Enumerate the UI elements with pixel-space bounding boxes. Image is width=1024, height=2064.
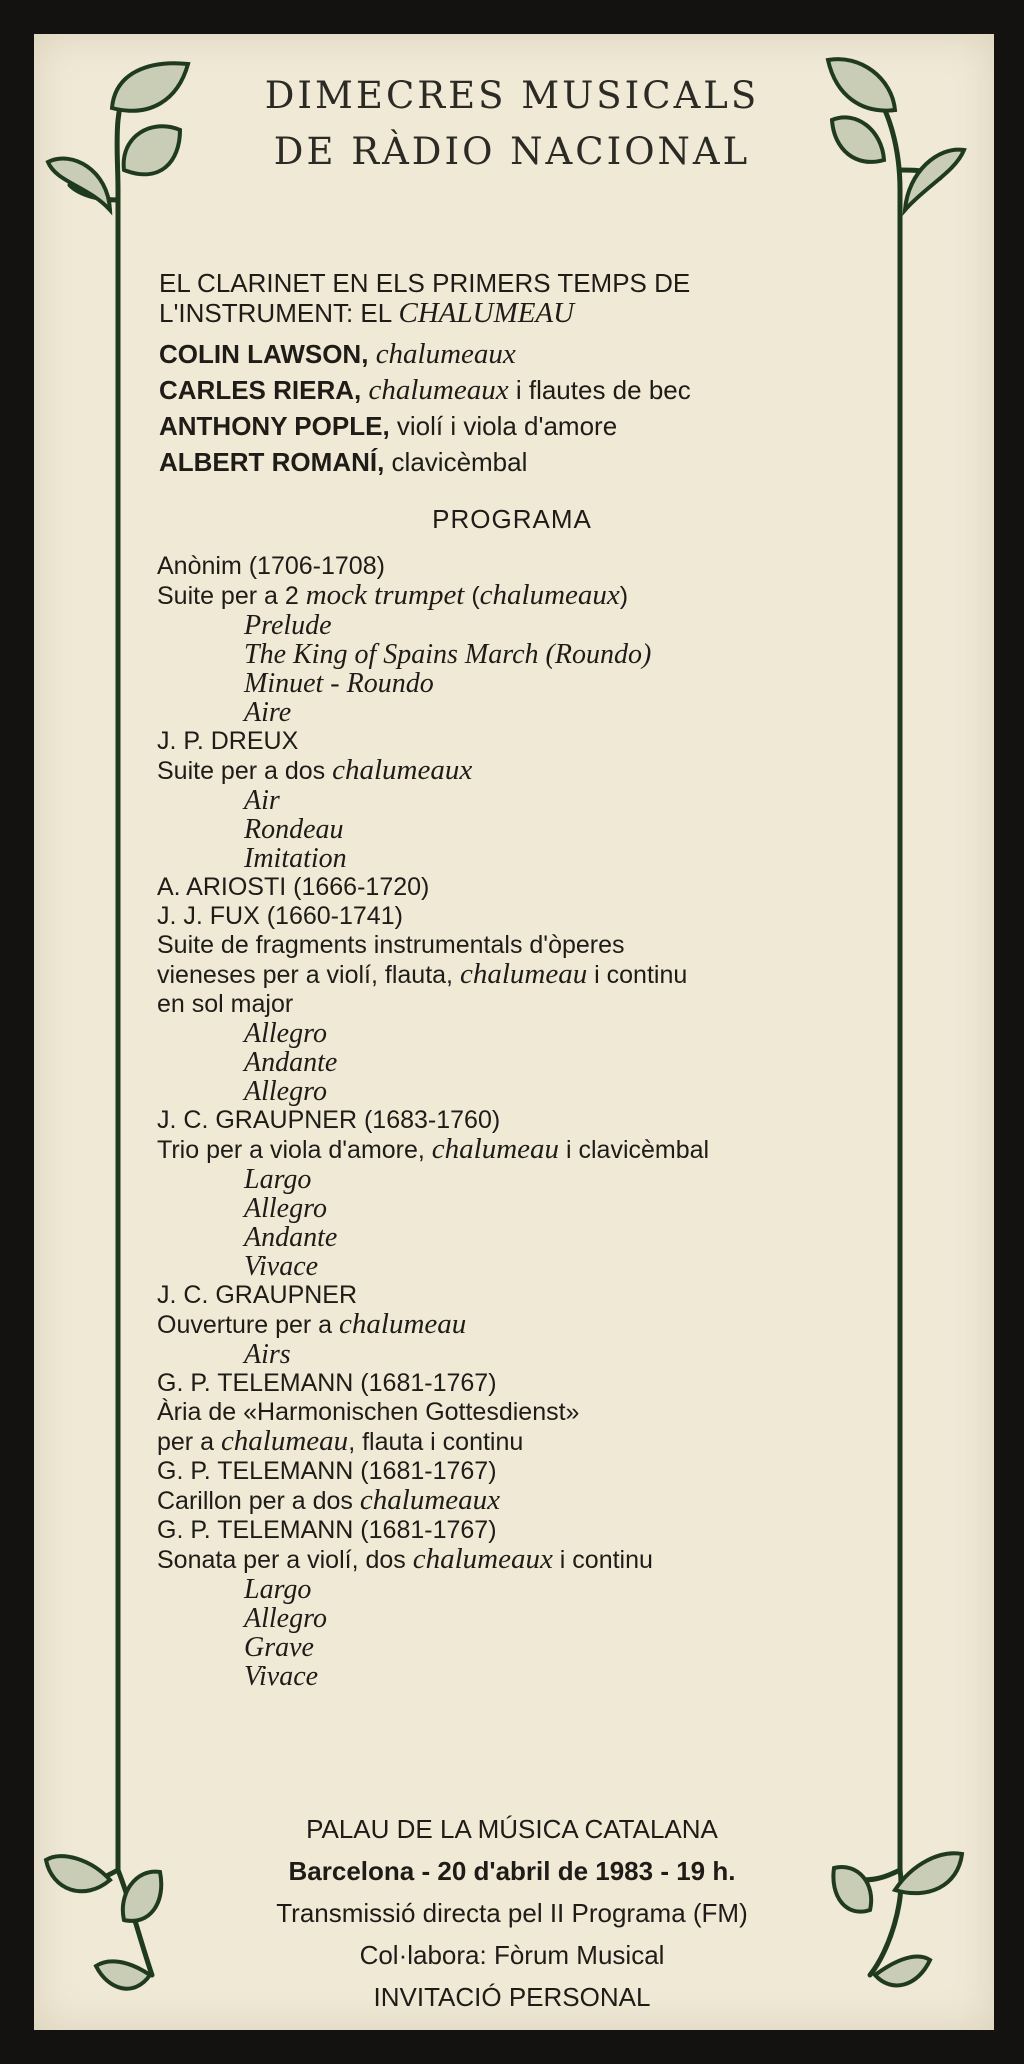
program-composer: G. P. TELEMANN (1681-1767) bbox=[157, 1369, 497, 1397]
work-text: Sonata per a violí, dos bbox=[157, 1546, 413, 1574]
collaboration-note: Col·labora: Fòrum Musical bbox=[359, 1940, 665, 1970]
performer-instrument-rest: violí i viola d'amore bbox=[389, 411, 618, 441]
program-work bbox=[157, 1135, 887, 1165]
program-movement: The King of Spains March (Roundo) bbox=[244, 639, 652, 670]
work-text: en sol major bbox=[157, 990, 294, 1018]
work-italic-text: chalumeaux bbox=[332, 754, 473, 786]
performer-instrument-rest: clavicèmbal bbox=[384, 447, 528, 477]
work-text: per a bbox=[157, 1428, 221, 1456]
performer-line bbox=[159, 336, 879, 372]
work-text: Trio per a viola d'amore, bbox=[157, 1136, 432, 1164]
work-text: ( bbox=[464, 582, 480, 610]
program-movement: Largo bbox=[244, 1164, 312, 1195]
event-footer bbox=[0, 1808, 1024, 2018]
series-title-line1: DIMECRES MUSICALS bbox=[264, 74, 760, 117]
work-text: i continu bbox=[587, 961, 688, 989]
program-movement: Largo bbox=[244, 1574, 312, 1605]
work-italic-text: chalumeau bbox=[339, 1308, 467, 1340]
invitation-note: INVITACIÓ PERSONAL bbox=[373, 1982, 651, 2012]
work-italic-text: chalumeau bbox=[459, 958, 588, 990]
program-movement: Vivace bbox=[244, 1661, 319, 1692]
performer-line bbox=[159, 444, 879, 480]
event-date: Barcelona - 20 d'abril de 1983 - 19 h. bbox=[288, 1856, 736, 1886]
program-movement: Andante bbox=[244, 1222, 338, 1253]
performer-instrument-rest: i flautes de bec bbox=[508, 375, 691, 405]
program-movement: Allegro bbox=[244, 1603, 327, 1634]
performer-line bbox=[159, 408, 879, 444]
program-work bbox=[157, 960, 887, 990]
program-movement: Grave bbox=[244, 1632, 314, 1663]
performer-name: COLIN LAWSON, bbox=[159, 339, 369, 369]
work-italic-text: chalumeau bbox=[220, 1425, 349, 1457]
performer-name: ANTHONY POPLE, bbox=[159, 411, 390, 441]
performers-list bbox=[159, 336, 879, 480]
performer-name: ALBERT ROMANÍ, bbox=[159, 447, 385, 477]
program-movement: Aire bbox=[244, 697, 292, 728]
concert-subtitle-line2 bbox=[159, 298, 879, 328]
performer-instrument: chalumeaux bbox=[368, 338, 516, 370]
program-movement: Prelude bbox=[244, 610, 332, 641]
work-text: ) bbox=[619, 582, 629, 610]
work-text: Suite per a 2 bbox=[157, 582, 306, 610]
program-movement: Vivace bbox=[244, 1251, 319, 1282]
program-composer: J. C. GRAUPNER bbox=[157, 1281, 358, 1309]
work-text: Carillon per a dos bbox=[157, 1487, 360, 1515]
program-work bbox=[157, 931, 887, 960]
program-movement: Imitation bbox=[244, 843, 347, 874]
work-italic-text: chalumeaux bbox=[412, 1543, 553, 1575]
concert-subtitle-prefix: L'INSTRUMENT: EL bbox=[159, 298, 399, 328]
program-work bbox=[157, 581, 887, 611]
broadcast-note: Transmissió directa pel II Programa (FM) bbox=[276, 1898, 748, 1928]
work-italic-text: chalumeaux bbox=[479, 579, 620, 611]
work-text: i clavicèmbal bbox=[559, 1136, 710, 1164]
program-heading: PROGRAMA bbox=[432, 504, 592, 534]
program-composer: J. C. GRAUPNER (1683-1760) bbox=[157, 1106, 501, 1134]
program-composer: A. ARIOSTI (1666-1720) bbox=[157, 873, 430, 901]
work-text: Suite de fragments instrumentals d'òperes bbox=[157, 931, 625, 959]
program-work bbox=[157, 1486, 887, 1516]
performer-line bbox=[159, 372, 879, 408]
program-list bbox=[157, 552, 887, 1691]
program-work bbox=[157, 1427, 887, 1457]
work-text: i continu bbox=[552, 1546, 653, 1574]
program-movement: Andante bbox=[244, 1047, 338, 1078]
work-text: vieneses per a violí, flauta, bbox=[157, 961, 460, 989]
work-text: Ària de «Harmonischen Gottesdienst» bbox=[157, 1398, 580, 1426]
performer-instrument: chalumeaux bbox=[361, 374, 509, 406]
work-italic-text: chalumeaux bbox=[359, 1484, 501, 1516]
program-work bbox=[157, 1398, 887, 1427]
program-composer: Anònim (1706-1708) bbox=[157, 552, 385, 580]
program-composer: J. P. DREUX bbox=[157, 727, 299, 755]
program-movement: Airs bbox=[244, 1339, 291, 1370]
work-text: , flauta i continu bbox=[348, 1428, 524, 1456]
venue: PALAU DE LA MÚSICA CATALANA bbox=[306, 1814, 718, 1844]
program-composer: G. P. TELEMANN (1681-1767) bbox=[157, 1516, 497, 1544]
program-movement: Air bbox=[244, 785, 280, 816]
program-composer: J. J. FUX (1660-1741) bbox=[157, 902, 403, 930]
series-title-line2: DE RÀDIO NACIONAL bbox=[273, 130, 751, 173]
program-movement: Allegro bbox=[244, 1018, 327, 1049]
concert-intro bbox=[159, 268, 879, 480]
program-movement: Rondeau bbox=[244, 814, 344, 845]
program-work bbox=[157, 1545, 887, 1575]
work-italic-text: chalumeau bbox=[431, 1133, 560, 1165]
concert-subtitle-line1: EL CLARINET EN ELS PRIMERS TEMPS DE bbox=[159, 268, 691, 298]
work-italic-text: mock trumpet bbox=[305, 579, 465, 611]
program-composer: G. P. TELEMANN (1681-1767) bbox=[157, 1457, 497, 1485]
concert-subtitle-italic: CHALUMEAU bbox=[398, 297, 575, 329]
performer-name: CARLES RIERA, bbox=[159, 375, 362, 405]
program-work bbox=[157, 756, 887, 786]
program-work bbox=[157, 1310, 887, 1340]
program-work bbox=[157, 990, 887, 1019]
work-text: Ouverture per a bbox=[157, 1311, 340, 1339]
program-movement: Allegro bbox=[244, 1076, 327, 1107]
work-text: Suite per a dos bbox=[157, 757, 333, 785]
program-movement: Allegro bbox=[244, 1193, 327, 1224]
program-movement: Minuet - Roundo bbox=[244, 668, 434, 699]
